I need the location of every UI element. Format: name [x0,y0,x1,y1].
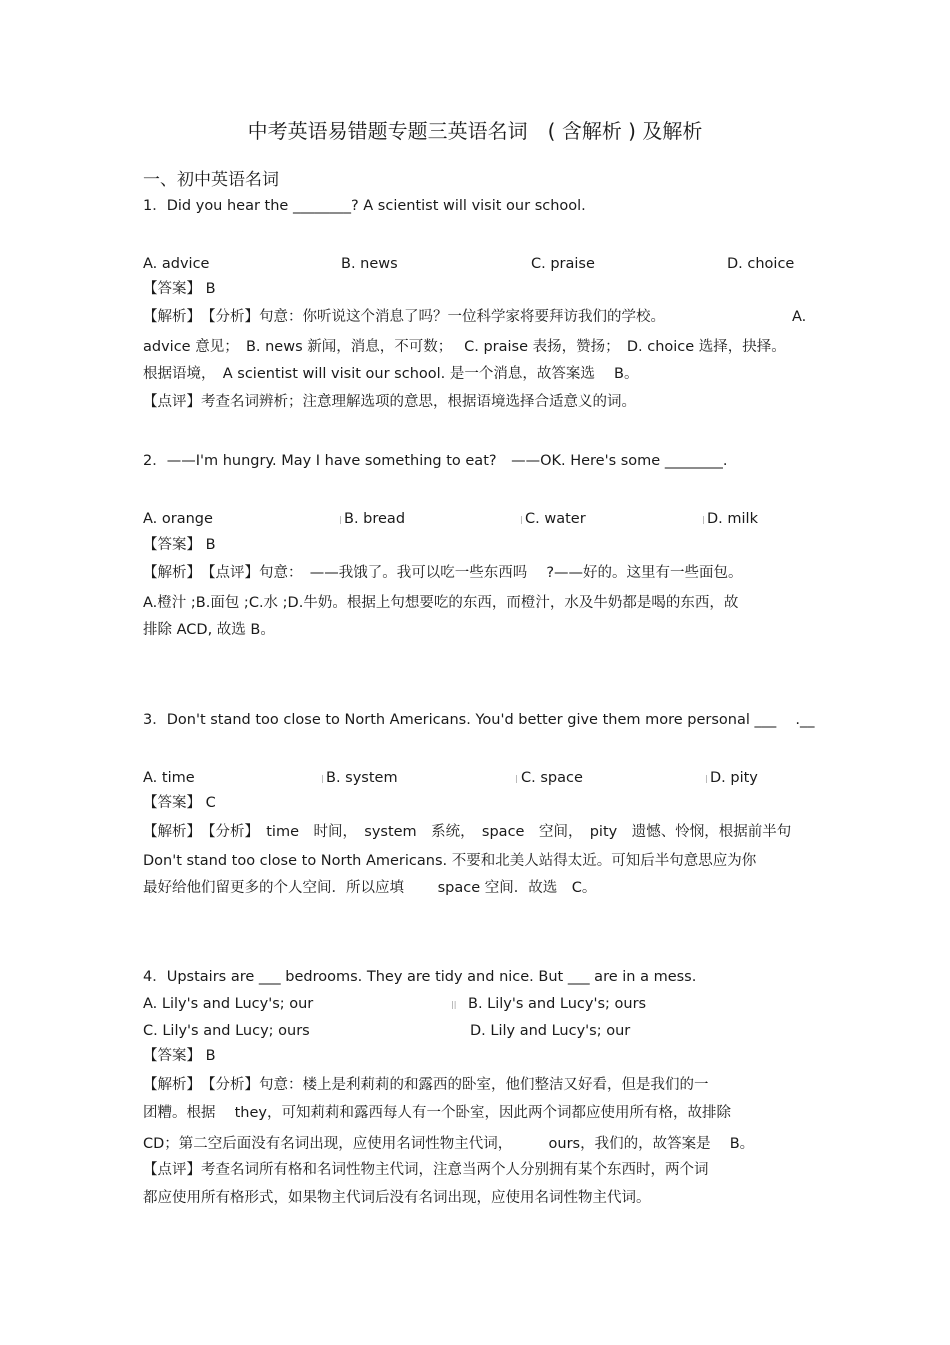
question-2-analysis-line: 排除 ACD, 故选 B。 [143,622,275,638]
question-2-answer: 【答案】 B [143,537,216,553]
question-2-option-b: B. bread [344,511,406,527]
question-3-analysis-line: 最好给他们留更多的个人空间．所以应填 space 空间．故选 C。 [143,880,597,896]
question-1-analysis-line: 根据语境， A scientist will visit our school. 是一个消息，故答案选 B。 [143,366,639,382]
question-1-option-d: D. choice [727,256,795,272]
question-2-analysis-line: 【解析】 【点评】句意： ——我饿了。我可以吃一些东西吗 ?——好的。这里有一些面包。 [143,565,743,581]
question-3-answer: 【答案】 C [143,795,216,811]
question-2-option-d: D. milk [707,511,758,527]
separator-mark: | [515,774,518,783]
separator-mark: | [705,774,708,783]
page-title: 中考英语易错题专题三英语名词 ( 含解析 ) 及解析 [247,119,703,143]
question-4-comment: 【点评】考查名词所有格和名词性物主代词，注意当两个人分别拥有某个东西时，两个词 [143,1162,709,1178]
question-1-text: 1．Did you hear the ________? A scientist will visit our school. [143,198,586,214]
question-4-analysis-line: CD；第二空后面没有名词出现，应使用名词性物主代词， ours，我们的，故答案是 B。 [143,1136,755,1152]
question-1-answer: 【答案】 B [143,281,216,297]
question-2-option-a: A. orange [143,511,213,527]
question-4-option-c: C. Lily's and Lucy; ours [143,1023,310,1039]
question-3-analysis-line: Don't stand too close to North Americans. 不要和北美人站得太近。可知后半句意思应为你 [143,853,757,869]
separator-mark: | [702,515,705,524]
separator-mark: | [339,515,342,524]
question-3-text: 3．Don't stand too close to North Americans. You'd better give them more personal ___ .__ [143,712,815,728]
question-1-option-a: A. advice [143,256,210,272]
question-4-option-b: B. Lily's and Lucy's; ours [468,996,647,1012]
section-heading: 一、初中英语名词 [143,170,279,190]
question-3-option-b: B. system [326,770,398,786]
question-1-analysis-line: A. [792,309,807,325]
question-3-option-c: C. space [521,770,583,786]
question-4-analysis-line: 团糟。根据 they，可知莉莉和露西每人有一个卧室，因此两个词都应使用所有格，故排除 [143,1105,731,1121]
question-4-analysis-line: 【解析】 【分析】句意：楼上是利莉莉的和露西的卧室，他们整洁又好看，但是我们的一 [143,1077,709,1093]
question-3-option-d: D. pity [710,770,758,786]
question-1-comment: 【点评】考查名词辨析；注意理解选项的意思，根据语境选择合适意义的词。 [143,394,636,410]
question-1-analysis-line: advice 意见； B. news 新闻，消息，不可数； C. praise 表扬，赞扬； D. choice 选择，抉择。 [143,339,786,355]
question-4-comment: 都应使用所有格形式，如果物主代词后没有名词出现，应使用名词性物主代词。 [143,1190,651,1206]
question-4-text: 4．Upstairs are ___ bedrooms. They are tidy and nice. But ___ are in a mess. [143,969,697,985]
question-1-option-b: B. news [341,256,398,272]
separator-mark: | [321,774,324,783]
question-4-option-a: A. Lily's and Lucy's; our [143,996,314,1012]
question-2-option-c: C. water [525,511,586,527]
question-1-analysis-line: 【解析】 【分析】句意：你听说这个消息了吗？一位科学家将要拜访我们的学校。 [143,309,665,325]
question-4-option-d: D. Lily and Lucy's; our [470,1023,631,1039]
question-3-analysis-line: 【解析】 【分析】 time 时间， system 系统， space 空间， pity 遗憾、怜悯，根据前半句 [143,824,792,840]
question-4-answer: 【答案】 B [143,1048,216,1064]
question-3-option-a: A. time [143,770,195,786]
question-1-option-c: C. praise [531,256,595,272]
question-2-text: 2．——I'm hungry. May I have something to eat? ——OK. Here's some ________. [143,453,728,469]
separator-mark: || [451,1000,457,1009]
question-2-analysis-line: A.橙汁 ;B.面包 ;C.水 ;D.牛奶。根据上句想要吃的东西，而橙汁，水及牛奶都是喝的东西，故 [143,595,739,611]
separator-mark: | [520,515,523,524]
